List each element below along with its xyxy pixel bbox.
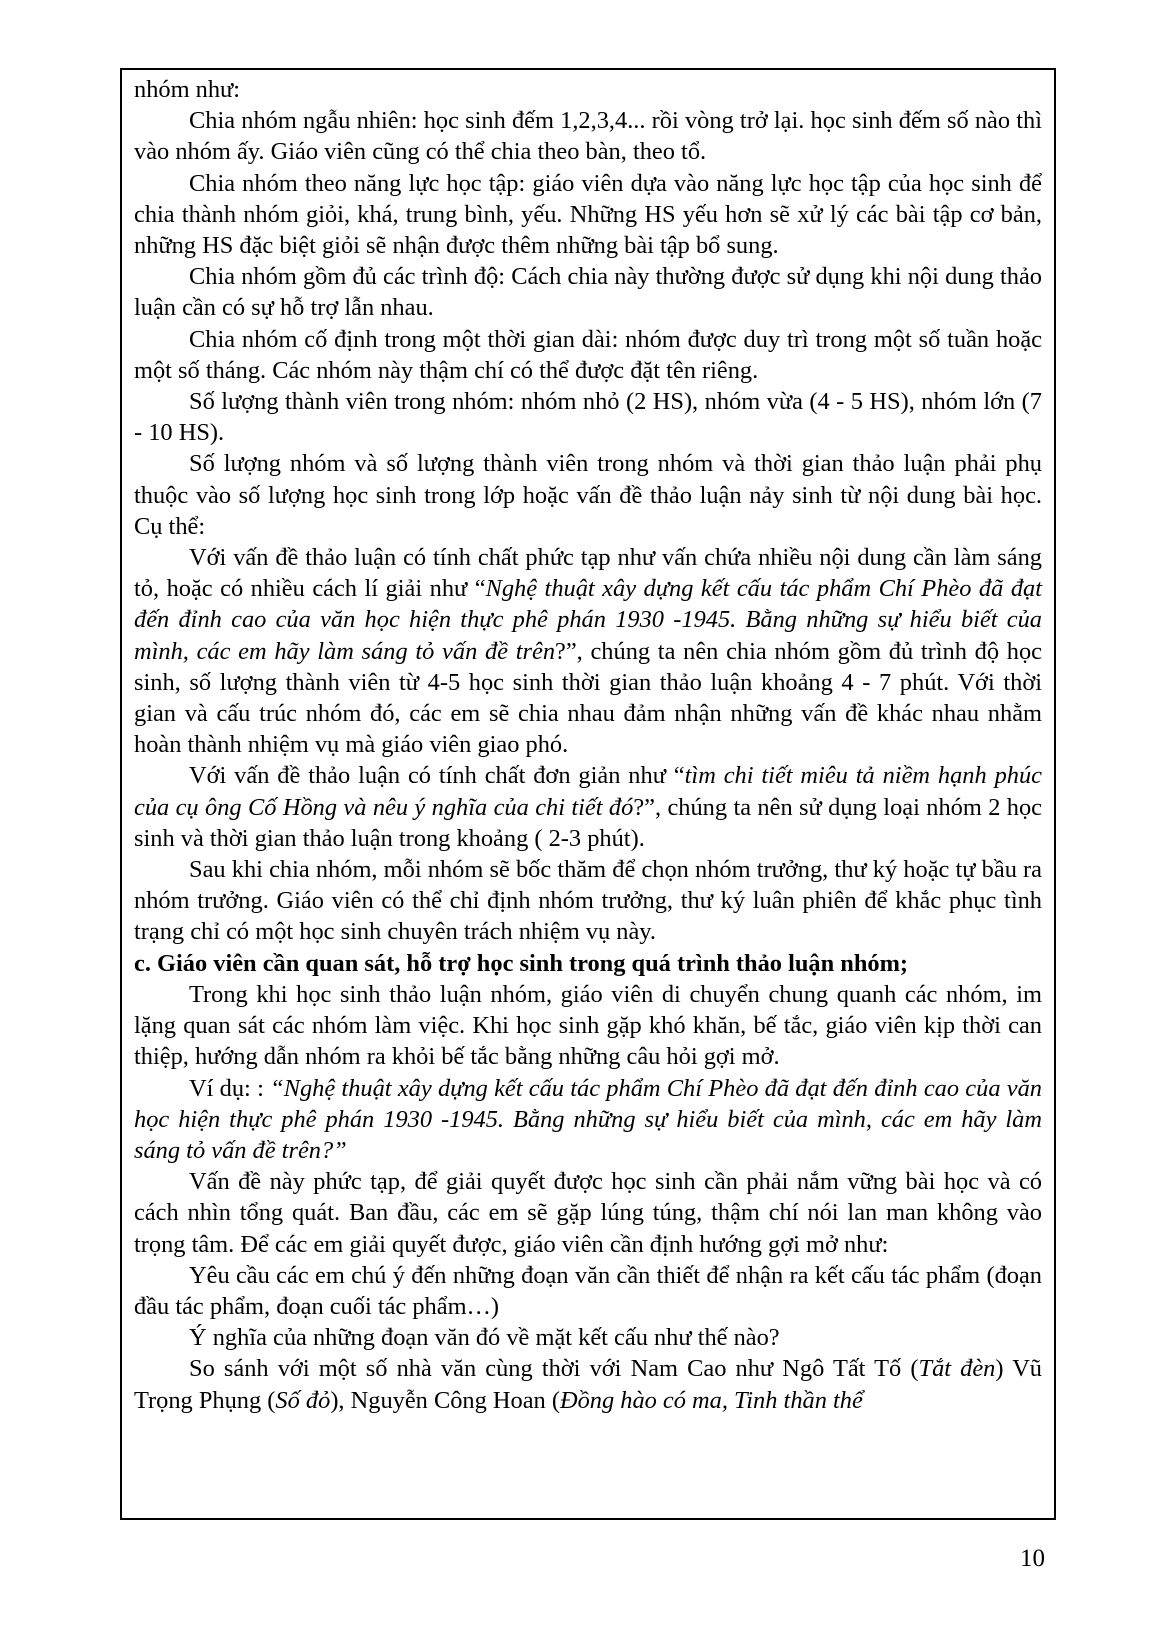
paragraph <box>134 854 1042 948</box>
text-run: So sánh với một số nhà văn cùng thời với Nam Cao như Ngô Tất Tố ( <box>189 1355 919 1383</box>
text-run: ?”, chúng ta nên chia nhóm gồm đủ trình độ học sinh, số lượng thành viên từ 4-5 học sinh thời gian thảo luận khoảng 4 - 7 phút. Với thời gian và cấu trúc nhóm đó, các em sẽ chia nhau đảm nhận những vấn đề khác nhau nhằm hoàn thành nhiệm vụ mà giáo viên giao phó. <box>134 637 1042 759</box>
paragraph <box>134 979 1042 1073</box>
text-run: ) Vũ Trọng Phụng ( <box>134 1355 1043 1414</box>
italic-text: Số đỏ <box>275 1386 331 1414</box>
italic-text: tìm chi tiết miêu tả niềm hạnh phúc của cụ ông Cố Hồng và nêu ý nghĩa của chi tiết đó <box>134 762 1042 821</box>
text-run: Yêu cầu các em chú ý đến những đoạn văn cần thiết để nhận ra kết cấu tác phẩm (đoạn đầu tác phẩm, đoạn cuối tác phẩm…) <box>134 1261 1042 1320</box>
paragraph <box>134 1073 1042 1167</box>
paragraph <box>134 542 1042 760</box>
paragraph <box>134 386 1042 448</box>
text-run: Ví dụ: : <box>189 1074 271 1102</box>
italic-text: Đồng hào có ma, Tinh thần thể <box>559 1386 863 1414</box>
paragraph <box>134 1260 1042 1322</box>
text-run: Chia nhóm cố định trong một thời gian dài: nhóm được duy trì trong một số tuần hoặc một số tháng. Các nhóm này thậm chí có thể được đặt tên riêng. <box>134 325 1042 384</box>
text-run: ?”, chúng ta nên sử dụng loại nhóm 2 học sinh và thời gian thảo luận trong khoảng ( 2-3 phút). <box>134 793 1043 852</box>
paragraph <box>134 448 1042 542</box>
page-frame <box>120 68 1056 1520</box>
text-run: Chia nhóm theo năng lực học tập: giáo viên dựa vào năng lực học tập của học sinh để chia thành nhóm giỏi, khá, trung bình, yếu. Những HS yếu hơn sẽ xử lý các bài tập cơ bản, những HS đặc biệt giỏi sẽ nhận được thêm những bài tập bổ sung. <box>134 169 1042 260</box>
paragraph <box>134 324 1042 386</box>
text-run: Số lượng nhóm và số lượng thành viên trong nhóm và thời gian thảo luận phải phụ thuộc vào số lượng học sinh trong lớp hoặc vấn đề thảo luận nảy sinh từ nội dung bài học. Cụ thể: <box>134 450 1042 540</box>
paragraph <box>134 1353 1042 1415</box>
paragraph <box>134 105 1042 167</box>
section-heading <box>134 948 1042 979</box>
paragraph <box>134 74 1042 105</box>
paragraph <box>134 168 1042 262</box>
text-run: Với vấn đề thảo luận có tính chất đơn giản như “ <box>189 762 685 790</box>
text-run: Vấn đề này phức tạp, để giải quyết được học sinh cần phải nắm vững bài học và có cách nhìn tổng quát. Ban đầu, các em sẽ gặp lúng túng, thậm chí nói lan man không vào trọng tâm. Để các em giải quyết được, giáo viên cần định hướng gợi mở như: <box>134 1168 1042 1258</box>
paragraph <box>134 261 1042 323</box>
text-run: Chia nhóm ngẫu nhiên: học sinh đếm 1,2,3,4... rồi vòng trở lại. học sinh đếm số nào thì vào nhóm ấy. Giáo viên cũng có thể chia theo bàn, theo tổ. <box>134 107 1042 166</box>
italic-text: “Nghệ thuật xây dựng kết cấu tác phẩm Chí Phèo đã đạt đến đỉnh cao của văn học hiện thực phê phán 1930 -1945. Bằng những sự hiểu biết của mình, các em hãy làm sáng tỏ vấn đề trên?” <box>134 1074 1042 1164</box>
text-run: Ý nghĩa của những đoạn văn đó về mặt kết cấu như thế nào? <box>189 1324 780 1352</box>
text-run: Số lượng thành viên trong nhóm: nhóm nhỏ (2 HS), nhóm vừa (4 - 5 HS), nhóm lớn (7 - 10 HS). <box>134 388 1042 447</box>
text-run: Trong khi học sinh thảo luận nhóm, giáo viên di chuyển chung quanh các nhóm, im lặng quan sát các nhóm làm việc. Khi học sinh gặp khó khăn, bế tắc, giáo viên kịp thời can thiệp, hướng dẫn nhóm ra khỏi bế tắc bằng những câu hỏi gợi mở. <box>134 980 1042 1071</box>
text-run: Với vấn đề thảo luận có tính chất phức tạp như vấn chứa nhiều nội dung cần làm sáng tỏ, hoặc có nhiều cách lí giải như “ <box>134 544 1042 603</box>
text-run: Sau khi chia nhóm, mỗi nhóm sẽ bốc thăm để chọn nhóm trưởng, thư ký hoặc tự bầu ra nhóm trưởng. Giáo viên có thể chỉ định nhóm trưởng, thư ký luân phiên để khắc phục tình trạng chỉ có một học sinh chuyên trách nhiệm vụ này. <box>134 856 1042 946</box>
text-run: ), Nguyễn Công Hoan ( <box>330 1386 560 1414</box>
italic-text: Nghệ thuật xây dựng kết cấu tác phẩm Chí Phèo đã đạt đến đỉnh cao của văn học hiện thực phê phán 1930 -1945. Bằng những sự hiểu biết của mình, các em hãy làm sáng tỏ vấn đề trên <box>134 575 1042 665</box>
paragraph <box>134 1166 1042 1260</box>
text-run: c. Giáo viên cần quan sát, hỗ trợ học sinh trong quá trình thảo luận nhóm; <box>134 949 909 977</box>
paragraph <box>134 760 1042 854</box>
page-number: 10 <box>1020 1545 1045 1572</box>
italic-text: Tắt đèn <box>918 1355 996 1383</box>
text-run: nhóm như: <box>134 76 241 103</box>
paragraph <box>134 1322 1042 1353</box>
text-run: Chia nhóm gồm đủ các trình độ: Cách chia này thường được sử dụng khi nội dung thảo luận cần có sự hỗ trợ lẫn nhau. <box>134 263 1042 322</box>
